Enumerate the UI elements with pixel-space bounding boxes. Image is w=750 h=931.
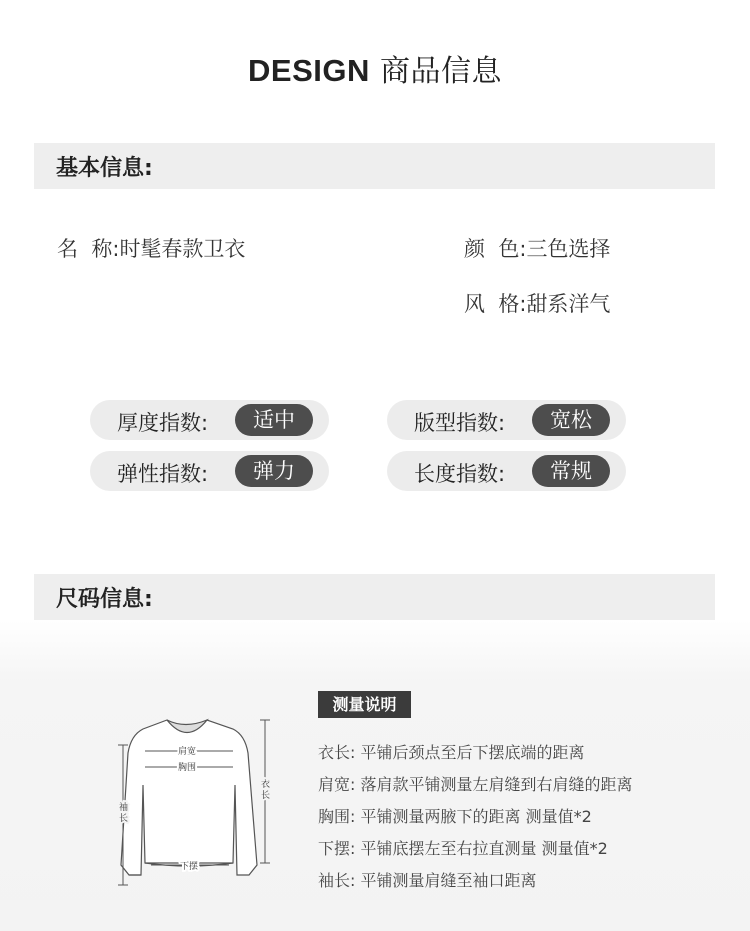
fit-value: 宽松 (532, 404, 610, 436)
title-cn: 商品信息 (379, 54, 502, 89)
sleeve-label-top: 袖 (119, 803, 129, 813)
thickness-label: 厚度指数: (117, 411, 209, 435)
style-row (464, 288, 610, 318)
length-index (387, 451, 626, 491)
color-label: 颜 色: (464, 237, 527, 261)
measure-line-sleeve: 袖长: 平铺测量肩缝至袖口距离 (318, 871, 537, 890)
measure-line-length: 衣长: 平铺后颈点至后下摆底端的距离 (318, 743, 585, 762)
measure-line-chest: 胸围: 平铺测量两腋下的距离 测量值*2 (318, 807, 592, 826)
length-label-top: 衣 (261, 780, 271, 790)
basic-info-header (34, 143, 715, 189)
basic-info-title: 基本信息: (56, 156, 153, 181)
name-value: 时髦春款卫衣 (119, 237, 246, 261)
color-value: 三色选择 (526, 237, 611, 261)
title-en: DESIGN (248, 53, 370, 88)
page-title (0, 46, 750, 90)
name-label: 名 称: (57, 237, 120, 261)
length-value: 常规 (532, 455, 610, 487)
length-label: 长度指数: (414, 462, 506, 486)
size-info-header (34, 574, 715, 620)
elasticity-label: 弹性指数: (117, 462, 209, 486)
fit-index (387, 400, 626, 440)
elasticity-value: 弹力 (235, 455, 313, 487)
style-label: 风 格: (464, 292, 527, 316)
hem-label: 下摆 (180, 862, 199, 872)
name-row (57, 233, 245, 263)
chest-label: 胸围 (178, 763, 197, 773)
style-value: 甜系洋气 (526, 292, 611, 316)
measure-tag: 测量说明 (318, 691, 411, 718)
fit-label: 版型指数: (414, 411, 506, 435)
color-row (464, 233, 610, 263)
elasticity-index (90, 451, 329, 491)
sweatshirt-diagram (105, 705, 285, 895)
measure-line-shoulder: 肩宽: 落肩款平铺测量左肩缝到右肩缝的距离 (318, 775, 633, 794)
measure-line-hem: 下摆: 平铺底摆左至右拉直测量 测量值*2 (318, 839, 608, 858)
thickness-value: 适中 (235, 404, 313, 436)
sleeve-label-bottom: 长 (119, 814, 129, 824)
thickness-index (90, 400, 329, 440)
sweatshirt-outline (121, 720, 257, 875)
size-info-title: 尺码信息: (56, 587, 153, 612)
length-label-bottom: 长 (261, 791, 271, 801)
shoulder-label: 肩宽 (178, 747, 197, 757)
